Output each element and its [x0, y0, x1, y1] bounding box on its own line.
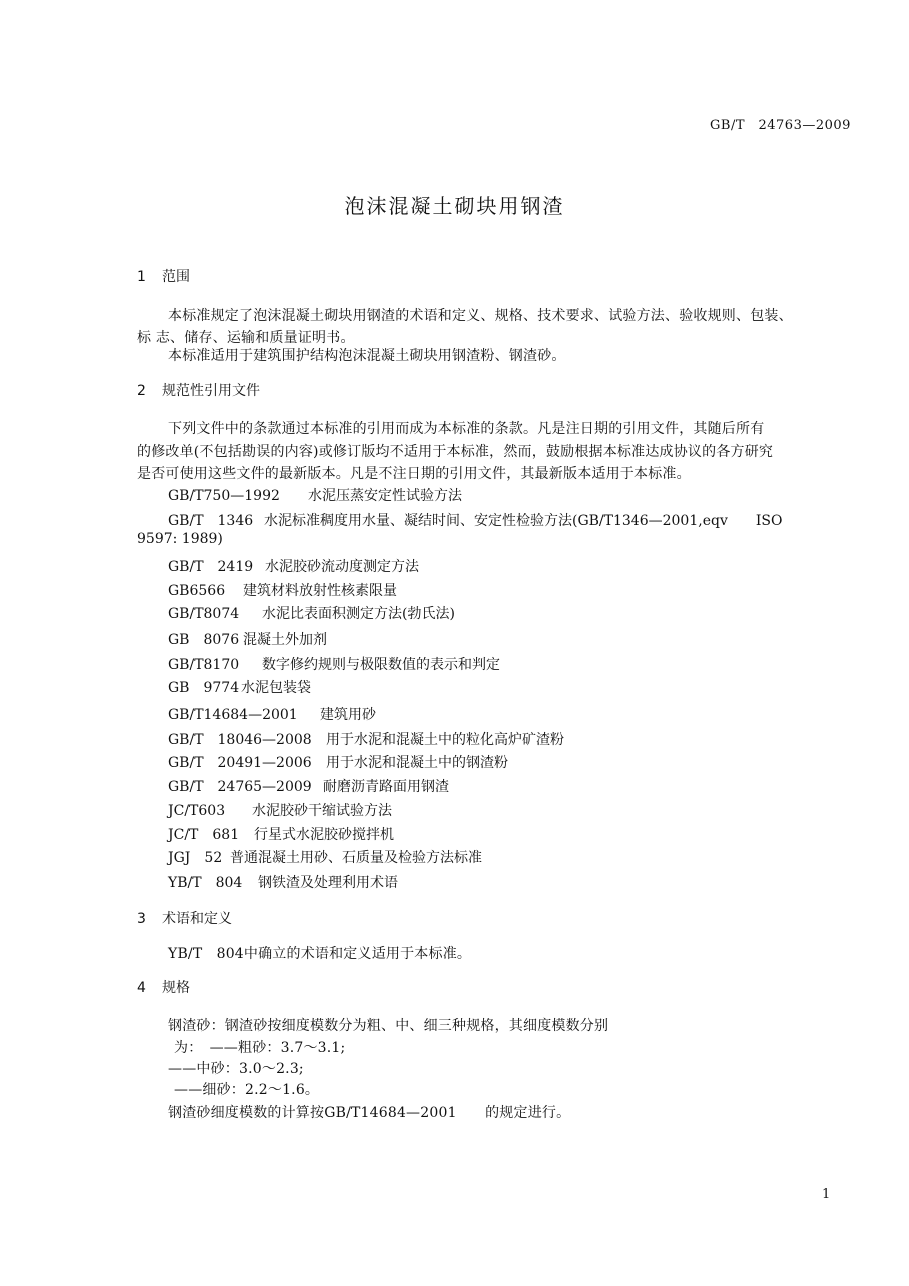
- reference-code: JC/T603: [168, 803, 226, 819]
- reference-code: GB/T 2419: [168, 559, 254, 575]
- reference-title: 耐磨沥青路面用钢渣: [323, 779, 449, 795]
- section-number: 4: [137, 980, 146, 996]
- reference-code: GB/T8170: [168, 657, 240, 673]
- spec-line-2: 为： ——粗砂：3.7～3.1;: [174, 1040, 346, 1056]
- section-3-heading: [137, 908, 232, 928]
- reference-code: 9597: 1989): [137, 531, 223, 547]
- reference-title: 用于水泥和混凝土中的粒化高炉矿渣粉: [326, 732, 564, 748]
- reference-item: [168, 485, 462, 505]
- normative-intro-line-2: 的修改单(不包括勘误的内容)或修订版均不适用于本标准，然而，鼓励根据本标准达成协议的各方研究: [137, 444, 774, 460]
- normative-intro-line-1: 下列文件中的条款通过本标准的引用而成为本标准的条款。凡是注日期的引用文件，其随后所有: [168, 421, 765, 437]
- reference-item: [168, 872, 398, 892]
- reference-title: 建筑用砂: [320, 707, 376, 723]
- reference-item: [168, 752, 508, 772]
- section-number: 2: [137, 383, 146, 399]
- scope-paragraph-line-1: 本标准规定了泡沫混凝土砌块用钢渣的术语和定义、规格、技术要求、试验方法、验收规则、包装、: [168, 308, 793, 324]
- reference-title: 水泥包装袋: [241, 680, 311, 696]
- reference-title: 用于水泥和混凝土中的钢渣粉: [326, 755, 508, 771]
- reference-code: GB/T 1346: [168, 513, 254, 529]
- reference-code: JC/T 681: [168, 827, 240, 843]
- section-title: 术语和定义: [162, 911, 232, 927]
- section-4-heading: [137, 977, 190, 997]
- normative-intro-line-3: 是否可使用这些文件的最新版本。凡是不注日期的引用文件，其最新版本适用于本标准。: [137, 466, 691, 482]
- reference-code: GB/T 24765—2009: [168, 779, 312, 795]
- reference-title: 水泥压蒸安定性试验方法: [308, 488, 462, 504]
- reference-code: GB/T14684—2001: [168, 707, 298, 723]
- reference-title: 水泥胶砂干缩试验方法: [252, 803, 392, 819]
- spec-line-4: ——细砂：2.2～1.6。: [174, 1082, 320, 1098]
- reference-item: [168, 800, 392, 820]
- spec-line-5: 钢渣砂细度模数的计算按GB/T14684—2001 的规定进行。: [168, 1105, 571, 1121]
- reference-title: 混凝土外加剂: [243, 632, 327, 648]
- reference-item: [168, 603, 455, 623]
- reference-item: [168, 510, 782, 530]
- reference-item: [168, 654, 500, 674]
- section-title: 范围: [162, 269, 190, 285]
- reference-title: 建筑材料放射性核素限量: [243, 583, 397, 599]
- terms-paragraph: YB/T 804中确立的术语和定义适用于本标准。: [168, 946, 472, 962]
- section-number: 3: [137, 911, 146, 927]
- reference-title: 水泥胶砂流动度测定方法: [265, 559, 419, 575]
- page-number: 1: [822, 1187, 831, 1202]
- reference-item: [168, 580, 397, 600]
- reference-title: 钢铁渣及处理利用术语: [258, 875, 398, 891]
- reference-item: [168, 556, 419, 576]
- spec-line-1: 钢渣砂：钢渣砂按细度模数分为粗、中、细三种规格，其细度模数分别: [168, 1018, 609, 1034]
- scope-paragraph-line-2: 标 志、储存、运输和质量证明书。: [137, 330, 355, 346]
- reference-item: [168, 704, 376, 724]
- standard-code-header: GB/T 24763—2009: [710, 118, 851, 133]
- reference-code: GB/T 18046—2008: [168, 732, 312, 748]
- reference-title: 普通混凝土用砂、石质量及检验方法标准: [230, 850, 482, 866]
- reference-title: 水泥标准稠度用水量、凝结时间、安定性检验方法(GB/T1346—2001,eqv ISO: [264, 513, 783, 529]
- reference-title: 水泥比表面积测定方法(勃氏法): [262, 606, 455, 622]
- section-title: 规格: [162, 980, 190, 996]
- spec-line-3: ——中砂：3.0～2.3;: [168, 1061, 304, 1077]
- reference-item: [137, 531, 223, 547]
- reference-item: [168, 629, 327, 649]
- reference-code: GB6566: [168, 583, 226, 599]
- reference-title: 数字修约规则与极限数值的表示和判定: [262, 657, 500, 673]
- reference-item: [168, 677, 311, 697]
- reference-item: [168, 729, 564, 749]
- reference-code: GB 9774: [168, 680, 240, 696]
- reference-item: [168, 776, 449, 796]
- reference-code: JGJ 52: [168, 850, 223, 866]
- reference-title: 行星式水泥胶砂搅拌机: [254, 827, 394, 843]
- reference-code: GB/T750—1992: [168, 488, 280, 504]
- reference-code: GB/T8074: [168, 606, 240, 622]
- section-2-heading: [137, 380, 260, 400]
- scope-paragraph-line-3: 本标准适用于建筑围护结构泡沫混凝土砌块用钢渣粉、钢渣砂。: [168, 348, 566, 364]
- document-title: 泡沫混凝土砌块用钢渣: [344, 194, 565, 218]
- reference-code: GB/T 20491—2006: [168, 755, 312, 771]
- reference-item: [168, 824, 394, 844]
- section-number: 1: [137, 269, 146, 285]
- reference-code: GB 8076: [168, 632, 240, 648]
- reference-code: YB/T 804: [168, 875, 243, 891]
- reference-item: [168, 847, 482, 867]
- section-1-heading: [137, 266, 190, 286]
- section-title: 规范性引用文件: [162, 383, 260, 399]
